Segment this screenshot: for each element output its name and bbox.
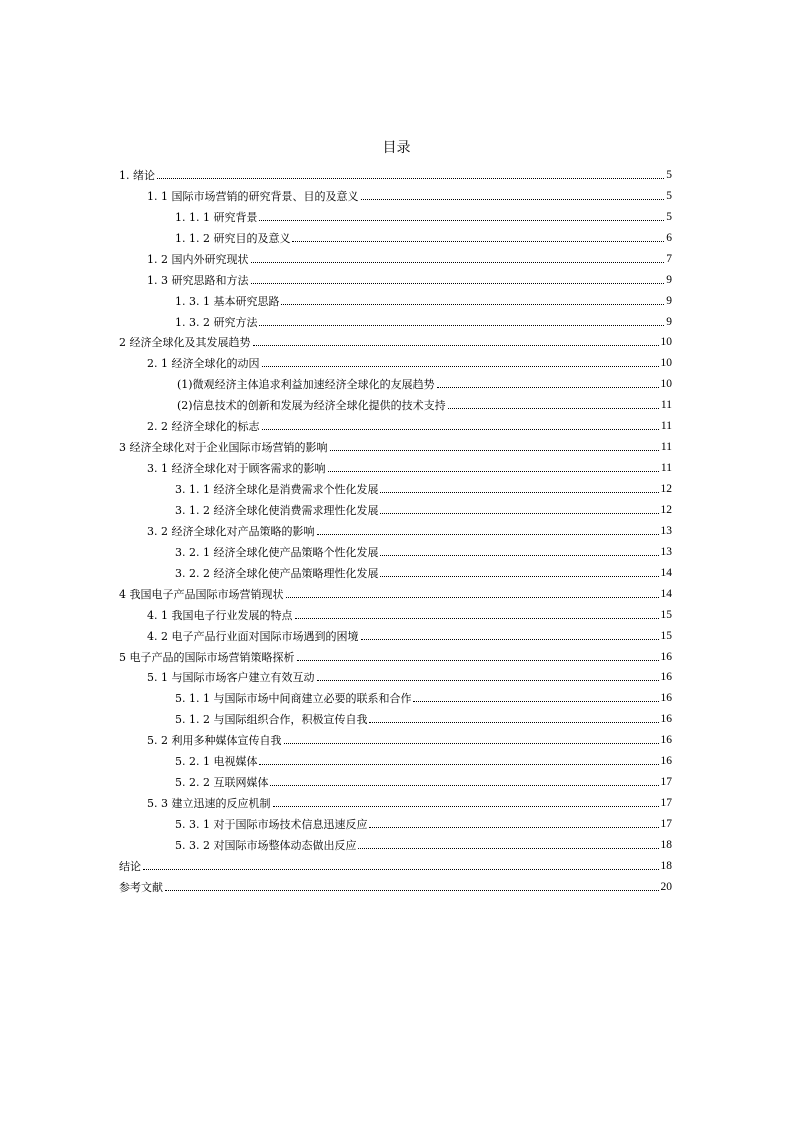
toc-entry[interactable] bbox=[119, 705, 672, 726]
toc-entry[interactable] bbox=[119, 349, 672, 370]
toc-entry[interactable] bbox=[119, 643, 672, 664]
toc-entry[interactable] bbox=[119, 433, 672, 454]
toc-page-number: 11 bbox=[660, 399, 672, 412]
toc-entry[interactable] bbox=[119, 224, 672, 245]
toc-entry[interactable] bbox=[119, 873, 672, 894]
toc-entry[interactable] bbox=[119, 161, 672, 182]
toc-entry[interactable] bbox=[119, 203, 672, 224]
page-title: 目录 bbox=[382, 140, 411, 156]
dot-leader bbox=[317, 680, 659, 681]
dot-leader bbox=[143, 869, 659, 870]
toc-entry[interactable] bbox=[119, 538, 672, 559]
dot-leader bbox=[284, 743, 659, 744]
toc-entry-label: 3. 2 经济全球化对产品策略的影响 bbox=[147, 524, 315, 538]
toc-page-number: 12 bbox=[660, 483, 672, 495]
dot-leader bbox=[295, 618, 659, 619]
toc-entry-label: 5. 3. 2 对国际市场整体动态做出反应 bbox=[175, 838, 357, 852]
toc-entry-label: 3 经济全球化对于企业国际市场营销的影响 bbox=[119, 441, 328, 455]
toc-page-number: 14 bbox=[660, 587, 672, 600]
dot-leader bbox=[262, 429, 659, 430]
toc-page-number: 11 bbox=[660, 441, 672, 454]
toc-entry-label: 5. 3 建立迅速的反应机制 bbox=[147, 797, 271, 811]
toc-page-number: 13 bbox=[660, 524, 672, 537]
toc-entry[interactable] bbox=[119, 622, 672, 643]
toc-entry[interactable] bbox=[119, 370, 672, 391]
dot-leader bbox=[361, 199, 665, 200]
toc-entry-label: 5. 1 与国际市场客户建立有效互动 bbox=[147, 671, 315, 685]
toc-page-number: 18 bbox=[660, 859, 672, 872]
dot-leader bbox=[361, 639, 659, 640]
toc-page-number: 17 bbox=[660, 776, 672, 789]
toc-page-number: 11 bbox=[660, 420, 672, 433]
toc-entry-label: 1. 1. 1 研究背景 bbox=[175, 210, 258, 224]
toc-entry[interactable] bbox=[119, 245, 672, 266]
toc-entry-label: 2. 1 经济全球化的动因 bbox=[147, 357, 260, 371]
dot-leader bbox=[380, 555, 658, 556]
toc-entry[interactable] bbox=[119, 475, 672, 496]
toc-page-number: 9 bbox=[666, 273, 672, 286]
dot-leader bbox=[259, 325, 664, 326]
toc-entry-label: 4. 2 电子产品行业面对国际市场遇到的困境 bbox=[147, 629, 359, 643]
toc-entry[interactable] bbox=[119, 852, 672, 873]
toc-entry[interactable] bbox=[119, 684, 672, 705]
toc-page-number: 7 bbox=[666, 252, 672, 265]
toc-entry-label: 3. 2. 2 经济全球化使产品策略理性化发展 bbox=[175, 566, 379, 580]
dot-leader bbox=[259, 220, 664, 221]
toc-entry-label: 1. 1. 2 研究目的及意义 bbox=[175, 231, 291, 245]
dot-leader bbox=[369, 827, 658, 828]
dot-leader bbox=[281, 304, 664, 305]
dot-leader bbox=[369, 722, 658, 723]
dot-leader bbox=[251, 283, 665, 284]
toc-page-number: 16 bbox=[660, 692, 672, 705]
dot-leader bbox=[358, 848, 658, 849]
dot-leader bbox=[448, 408, 659, 409]
toc-page-number: 15 bbox=[660, 608, 672, 621]
toc-entry[interactable] bbox=[119, 789, 672, 810]
toc-page-number: 9 bbox=[666, 294, 672, 307]
toc-entry-label: 5. 2 利用多种媒体宣传自我 bbox=[147, 734, 282, 748]
dot-leader bbox=[165, 890, 659, 891]
toc-page-number: 14 bbox=[660, 566, 672, 579]
toc-page-number: 16 bbox=[660, 713, 672, 726]
dot-leader bbox=[437, 387, 659, 388]
toc-entry-label: 1. 3. 1 基本研究思路 bbox=[175, 294, 280, 308]
toc-page-number: 16 bbox=[660, 755, 672, 768]
toc-page-number: 10 bbox=[660, 336, 672, 349]
toc-entry-label: 5 电子产品的国际市场营销策略探析 bbox=[119, 650, 295, 664]
toc-entry-label: 1. 绪论 bbox=[119, 168, 155, 182]
toc-entry[interactable] bbox=[119, 831, 672, 852]
toc-page-number: 11 bbox=[660, 462, 672, 475]
toc-entry-label: 结论 bbox=[119, 859, 141, 873]
toc-entry[interactable] bbox=[119, 664, 672, 685]
toc-entry-label: 3. 1 经济全球化对于顾客需求的影响 bbox=[147, 462, 326, 476]
toc-page-number: 13 bbox=[660, 545, 672, 558]
toc-entry-label: 3. 1. 1 经济全球化是消费需求个性化发展 bbox=[175, 483, 379, 496]
dot-leader bbox=[251, 262, 665, 263]
toc-entry[interactable] bbox=[119, 496, 672, 517]
toc-page-number: 5 bbox=[666, 210, 672, 223]
toc-entry-label: 1. 3. 2 研究方法 bbox=[175, 315, 258, 329]
toc-entry-label: 5. 2. 1 电视媒体 bbox=[175, 755, 258, 769]
dot-leader bbox=[253, 345, 659, 346]
dot-leader bbox=[286, 597, 659, 598]
toc-entry[interactable] bbox=[119, 747, 672, 768]
toc-entry-label: 1. 2 国内外研究现状 bbox=[147, 252, 249, 266]
dot-leader bbox=[157, 178, 664, 179]
toc-entry-label: 3. 1. 2 经济全球化使消费需求理性化发展 bbox=[175, 503, 379, 517]
toc-entry[interactable] bbox=[119, 810, 672, 831]
toc-entry-label: (2)信息技术的创新和发展为经济全球化提供的技术支持 bbox=[177, 399, 446, 413]
toc-entry[interactable] bbox=[119, 580, 672, 601]
dot-leader bbox=[297, 660, 659, 661]
toc-entry-label: 参考文献 bbox=[119, 880, 163, 894]
dot-leader bbox=[380, 576, 658, 577]
table-of-contents bbox=[119, 161, 672, 894]
toc-page-number: 12 bbox=[660, 503, 672, 516]
toc-entry-label: 1. 3 研究思路和方法 bbox=[147, 273, 249, 287]
dot-leader bbox=[413, 701, 658, 702]
toc-page-number: 9 bbox=[666, 315, 672, 328]
toc-entry[interactable] bbox=[119, 391, 672, 412]
toc-page-number: 5 bbox=[666, 168, 672, 181]
toc-entry-label: (1)微观经济主体追求利益加速经济全球化的友展趋势 bbox=[177, 378, 435, 392]
toc-entry[interactable] bbox=[119, 287, 672, 308]
toc-page-number: 6 bbox=[666, 231, 672, 244]
dot-leader bbox=[380, 513, 658, 514]
dot-leader bbox=[292, 241, 664, 242]
toc-page-number: 5 bbox=[666, 189, 672, 202]
toc-entry[interactable] bbox=[119, 768, 672, 789]
toc-page-number: 10 bbox=[660, 378, 672, 391]
toc-entry[interactable] bbox=[119, 601, 672, 622]
toc-entry-label: 2 经济全球化及其发展趋势 bbox=[119, 336, 251, 350]
toc-page-number: 20 bbox=[660, 880, 672, 893]
dot-leader bbox=[317, 534, 659, 535]
toc-page-number: 16 bbox=[660, 650, 672, 663]
toc-entry[interactable] bbox=[119, 454, 672, 475]
toc-page-number: 17 bbox=[660, 818, 672, 830]
toc-page-number: 18 bbox=[660, 838, 672, 851]
toc-entry-label: 4. 1 我国电子行业发展的特点 bbox=[147, 608, 293, 622]
toc-entry-label: 1. 1 国际市场营销的研究背景、目的及意义 bbox=[147, 189, 359, 203]
toc-page-number: 10 bbox=[660, 357, 672, 370]
toc-entry-label: 5. 2. 2 互联网媒体 bbox=[175, 776, 269, 790]
toc-entry-label: 5. 3. 1 对于国际市场技术信息迅速反应 bbox=[175, 818, 368, 831]
toc-entry-label: 3. 2. 1 经济全球化使产品策略个性化发展 bbox=[175, 545, 379, 559]
toc-entry[interactable] bbox=[119, 412, 672, 433]
toc-entry-label: 5. 1. 1 与国际市场中间商建立必要的联系和合作 bbox=[175, 692, 412, 706]
dot-leader bbox=[330, 450, 659, 451]
toc-entry[interactable] bbox=[119, 182, 672, 203]
toc-page-number: 15 bbox=[660, 629, 672, 642]
toc-entry-label: 5. 1. 2 与国际组织合作，积极宣传自我 bbox=[175, 713, 368, 727]
toc-entry[interactable] bbox=[119, 559, 672, 580]
toc-page-number: 17 bbox=[660, 797, 672, 810]
toc-entry-label: 4 我国电子产品国际市场营销现状 bbox=[119, 587, 284, 601]
toc-page-number: 16 bbox=[660, 734, 672, 747]
dot-leader bbox=[262, 366, 659, 367]
dot-leader bbox=[380, 492, 658, 493]
toc-entry[interactable] bbox=[119, 726, 672, 747]
toc-entry[interactable] bbox=[119, 308, 672, 329]
dot-leader bbox=[259, 764, 658, 765]
toc-page-number: 16 bbox=[660, 671, 672, 684]
dot-leader bbox=[328, 471, 659, 472]
dot-leader bbox=[270, 785, 658, 786]
dot-leader bbox=[273, 806, 659, 807]
toc-entry[interactable] bbox=[119, 329, 672, 350]
toc-entry[interactable] bbox=[119, 266, 672, 287]
toc-entry-label: 2. 2 经济全球化的标志 bbox=[147, 420, 260, 434]
toc-entry[interactable] bbox=[119, 517, 672, 538]
